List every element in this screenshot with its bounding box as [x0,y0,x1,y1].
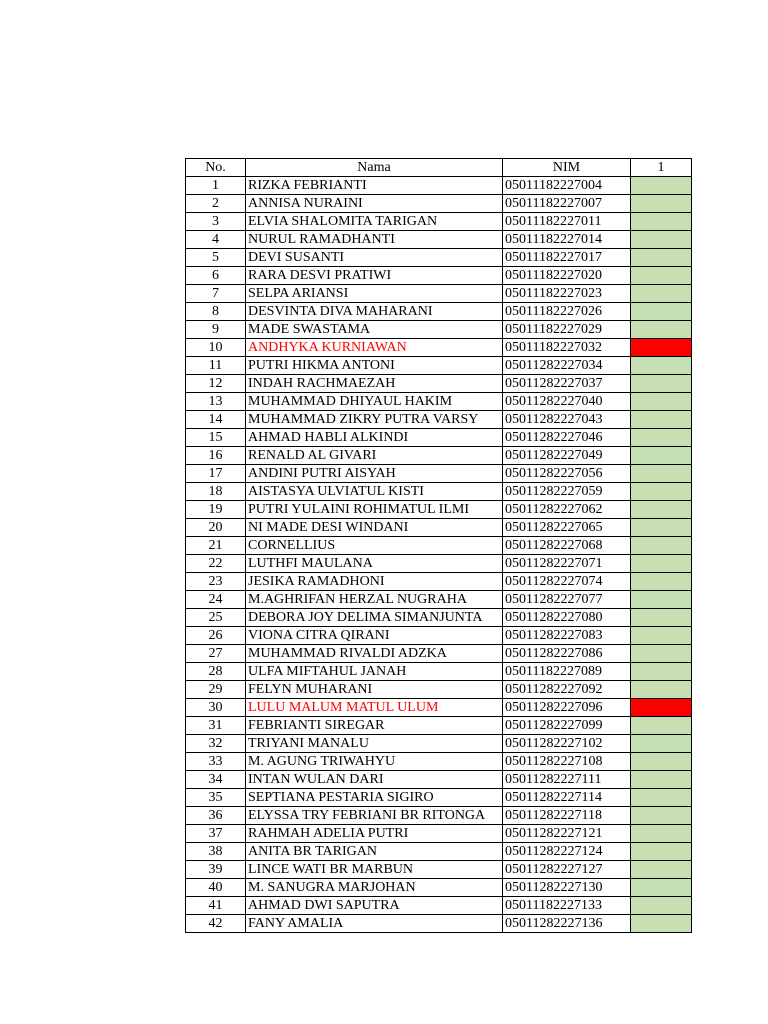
cell-nama[interactable]: MUHAMMAD DHIYAUL HAKIM [246,393,503,411]
table-row [186,393,692,411]
table-row [186,789,692,807]
table-row [186,213,692,231]
table-row [186,663,692,681]
cell-nama[interactable]: PUTRI HIKMA ANTONI [246,357,503,375]
table-row [186,285,692,303]
cell-nim[interactable]: 05011282227046 [503,429,631,447]
cell-nim[interactable]: 05011182227026 [503,303,631,321]
cell-no[interactable]: 16 [186,447,246,465]
cell-nim[interactable]: 05011182227014 [503,231,631,249]
cell-nama[interactable]: ANDINI PUTRI AISYAH [246,465,503,483]
cell-no[interactable]: 32 [186,735,246,753]
cell-no[interactable]: 2 [186,195,246,213]
cell-nim[interactable]: 05011282227083 [503,627,631,645]
cell-nama[interactable]: SEPTIANA PESTARIA SIGIRO [246,789,503,807]
header-no[interactable]: No. [186,159,246,177]
table-row [186,681,692,699]
cell-nama[interactable]: ELVIA SHALOMITA TARIGAN [246,213,503,231]
cell-no[interactable]: 17 [186,465,246,483]
cell-no[interactable]: 5 [186,249,246,267]
cell-nim[interactable]: 05011282227108 [503,753,631,771]
table-row [186,249,692,267]
table-row [186,303,692,321]
cell-nim[interactable]: 05011182227023 [503,285,631,303]
cell-nama[interactable]: FELYN MUHARANI [246,681,503,699]
cell-attendance-present[interactable] [631,663,692,681]
cell-attendance-present[interactable] [631,177,692,195]
cell-no[interactable]: 13 [186,393,246,411]
cell-nama[interactable]: MADE SWASTAMA [246,321,503,339]
cell-attendance-present[interactable] [631,753,692,771]
cell-nama[interactable]: INTAN WULAN DARI [246,771,503,789]
cell-no[interactable]: 38 [186,843,246,861]
cell-nim[interactable]: 05011282227049 [503,447,631,465]
cell-nim[interactable]: 05011182227032 [503,339,631,357]
table-row [186,501,692,519]
cell-attendance-present[interactable] [631,213,692,231]
cell-attendance-present[interactable] [631,501,692,519]
header-meeting-1[interactable]: 1 [631,159,692,177]
table-body [186,177,692,933]
cell-no[interactable]: 7 [186,285,246,303]
cell-nama[interactable]: DESVINTA DIVA MAHARANI [246,303,503,321]
cell-nama[interactable]: M. SANUGRA MARJOHAN [246,879,503,897]
table-row [186,357,692,375]
cell-nim[interactable]: 05011182227004 [503,177,631,195]
cell-nim[interactable]: 05011182227089 [503,663,631,681]
cell-nama[interactable]: M.AGHRIFAN HERZAL NUGRAHA [246,591,503,609]
table-row [186,807,692,825]
table-row [186,177,692,195]
cell-no[interactable]: 15 [186,429,246,447]
cell-no[interactable]: 9 [186,321,246,339]
cell-nim[interactable]: 05011282227096 [503,699,631,717]
cell-nim[interactable]: 05011282227114 [503,789,631,807]
table-row [186,375,692,393]
cell-nama[interactable]: RENALD AL GIVARI [246,447,503,465]
cell-no[interactable]: 22 [186,555,246,573]
cell-nama[interactable]: LINCE WATI BR MARBUN [246,861,503,879]
cell-nim[interactable]: 05011282227099 [503,717,631,735]
cell-no[interactable]: 11 [186,357,246,375]
cell-no[interactable]: 18 [186,483,246,501]
cell-no[interactable]: 31 [186,717,246,735]
cell-attendance-present[interactable] [631,807,692,825]
cell-attendance-present[interactable] [631,195,692,213]
cell-nim[interactable]: 05011282227121 [503,825,631,843]
table-row [186,429,692,447]
cell-attendance-present[interactable] [631,825,692,843]
cell-no[interactable]: 3 [186,213,246,231]
table-row [186,771,692,789]
cell-nama[interactable]: NURUL RAMADHANTI [246,231,503,249]
cell-nama[interactable]: AHMAD DWI SAPUTRA [246,897,503,915]
table-row [186,267,692,285]
cell-attendance-present[interactable] [631,249,692,267]
cell-no[interactable]: 19 [186,501,246,519]
cell-no[interactable]: 6 [186,267,246,285]
cell-nama[interactable]: SELPA ARIANSI [246,285,503,303]
cell-no[interactable]: 30 [186,699,246,717]
cell-attendance-present[interactable] [631,231,692,249]
cell-nim[interactable]: 05011282227136 [503,915,631,933]
table-row [186,447,692,465]
cell-no[interactable]: 12 [186,375,246,393]
cell-no[interactable]: 28 [186,663,246,681]
cell-nim[interactable]: 05011182227007 [503,195,631,213]
cell-no[interactable]: 27 [186,645,246,663]
table-row [186,519,692,537]
table-row [186,861,692,879]
attendance-table [185,158,692,933]
cell-nim[interactable]: 05011282227043 [503,411,631,429]
cell-nama[interactable]: MUHAMMAD ZIKRY PUTRA VARSY [246,411,503,429]
cell-no[interactable]: 23 [186,573,246,591]
table-row [186,321,692,339]
cell-nim[interactable]: 05011282227127 [503,861,631,879]
cell-no[interactable]: 33 [186,753,246,771]
cell-nim[interactable]: 05011282227071 [503,555,631,573]
cell-no[interactable]: 21 [186,537,246,555]
cell-nama[interactable]: FEBRIANTI SIREGAR [246,717,503,735]
cell-nim[interactable]: 05011282227102 [503,735,631,753]
cell-attendance-present[interactable] [631,357,692,375]
cell-nama[interactable]: ULFA MIFTAHUL JANAH [246,663,503,681]
cell-attendance-present[interactable] [631,771,692,789]
cell-nama[interactable]: ANDHYKA KURNIAWAN [246,339,503,357]
cell-no[interactable]: 37 [186,825,246,843]
cell-nama[interactable]: DEBORA JOY DELIMA SIMANJUNTA [246,609,503,627]
cell-nim[interactable]: 05011282227040 [503,393,631,411]
table-row [186,537,692,555]
table-row [186,339,692,357]
cell-nama[interactable]: RARA DESVI PRATIWI [246,267,503,285]
cell-attendance-present[interactable] [631,267,692,285]
cell-nama[interactable]: NI MADE DESI WINDANI [246,519,503,537]
cell-no[interactable]: 10 [186,339,246,357]
header-row [186,159,692,177]
cell-attendance-present[interactable] [631,627,692,645]
cell-nama[interactable]: JESIKA RAMADHONI [246,573,503,591]
table-row [186,483,692,501]
cell-nama[interactable]: M. AGUNG TRIWAHYU [246,753,503,771]
cell-attendance-present[interactable] [631,375,692,393]
cell-no[interactable]: 40 [186,879,246,897]
cell-attendance-present[interactable] [631,411,692,429]
cell-nama[interactable]: AHMAD HABLI ALKINDI [246,429,503,447]
cell-nama[interactable]: LULU MALUM MATUL ULUM [246,699,503,717]
table-row [186,609,692,627]
cell-nim[interactable]: 05011282227068 [503,537,631,555]
table-row [186,627,692,645]
cell-attendance-present[interactable] [631,915,692,933]
cell-no[interactable]: 1 [186,177,246,195]
cell-nim[interactable]: 05011282227037 [503,375,631,393]
cell-no[interactable]: 35 [186,789,246,807]
cell-nama[interactable]: VIONA CITRA QIRANI [246,627,503,645]
cell-nim[interactable]: 05011282227080 [503,609,631,627]
cell-nama[interactable]: RAHMAH ADELIA PUTRI [246,825,503,843]
cell-nim[interactable]: 05011282227111 [503,771,631,789]
cell-nama[interactable]: ANITA BR TARIGAN [246,843,503,861]
cell-nim[interactable]: 05011282227077 [503,591,631,609]
cell-attendance-present[interactable] [631,861,692,879]
cell-nim[interactable]: 05011282227065 [503,519,631,537]
header-nama[interactable]: Nama [246,159,503,177]
cell-attendance-present[interactable] [631,573,692,591]
cell-nama[interactable]: RIZKA FEBRIANTI [246,177,503,195]
cell-nim[interactable]: 05011182227017 [503,249,631,267]
cell-nama[interactable]: ELYSSA TRY FEBRIANI BR RITONGA [246,807,503,825]
table-row [186,897,692,915]
cell-no[interactable]: 25 [186,609,246,627]
table-row [186,195,692,213]
cell-attendance-absent[interactable] [631,339,692,357]
cell-attendance-present[interactable] [631,897,692,915]
cell-no[interactable]: 42 [186,915,246,933]
cell-nama[interactable]: LUTHFI MAULANA [246,555,503,573]
cell-attendance-present[interactable] [631,681,692,699]
cell-attendance-present[interactable] [631,393,692,411]
cell-nim[interactable]: 05011282227086 [503,645,631,663]
cell-no[interactable]: 29 [186,681,246,699]
cell-attendance-present[interactable] [631,879,692,897]
cell-no[interactable]: 14 [186,411,246,429]
cell-attendance-present[interactable] [631,591,692,609]
cell-attendance-present[interactable] [631,303,692,321]
cell-no[interactable]: 39 [186,861,246,879]
table-row [186,879,692,897]
cell-attendance-present[interactable] [631,735,692,753]
cell-nim[interactable]: 05011282227092 [503,681,631,699]
cell-attendance-present[interactable] [631,447,692,465]
cell-attendance-present[interactable] [631,519,692,537]
table-row [186,645,692,663]
cell-nama[interactable]: TRIYANI MANALU [246,735,503,753]
cell-nim[interactable]: 05011282227074 [503,573,631,591]
cell-attendance-present[interactable] [631,645,692,663]
cell-no[interactable]: 41 [186,897,246,915]
cell-attendance-present[interactable] [631,609,692,627]
cell-attendance-present[interactable] [631,465,692,483]
table-row [186,753,692,771]
cell-nama[interactable]: INDAH RACHMAEZAH [246,375,503,393]
table-row [186,825,692,843]
cell-attendance-present[interactable] [631,285,692,303]
cell-attendance-present[interactable] [631,321,692,339]
table-row [186,699,692,717]
cell-attendance-present[interactable] [631,555,692,573]
table-row [186,735,692,753]
cell-attendance-present[interactable] [631,429,692,447]
cell-nim[interactable]: 05011282227118 [503,807,631,825]
cell-nama[interactable]: FANY AMALIA [246,915,503,933]
table-row [186,573,692,591]
cell-nim[interactable]: 05011282227130 [503,879,631,897]
cell-nama[interactable]: DEVI SUSANTI [246,249,503,267]
cell-nim[interactable]: 05011182227133 [503,897,631,915]
cell-nim[interactable]: 05011282227124 [503,843,631,861]
cell-nama[interactable]: AISTASYA ULVIATUL KISTI [246,483,503,501]
cell-no[interactable]: 26 [186,627,246,645]
cell-no[interactable]: 24 [186,591,246,609]
cell-nama[interactable]: ANNISA NURAINI [246,195,503,213]
table-row [186,717,692,735]
cell-attendance-absent[interactable] [631,699,692,717]
cell-attendance-present[interactable] [631,537,692,555]
cell-no[interactable]: 8 [186,303,246,321]
table-row [186,843,692,861]
cell-nim[interactable]: 05011182227020 [503,267,631,285]
header-nim[interactable]: NIM [503,159,631,177]
cell-nama[interactable]: MUHAMMAD RIVALDI ADZKA [246,645,503,663]
cell-no[interactable]: 4 [186,231,246,249]
cell-nama[interactable]: PUTRI YULAINI ROHIMATUL ILMI [246,501,503,519]
table-row [186,915,692,933]
table-row [186,465,692,483]
cell-no[interactable]: 36 [186,807,246,825]
cell-nim[interactable]: 05011182227011 [503,213,631,231]
cell-nim[interactable]: 05011282227056 [503,465,631,483]
table-row [186,591,692,609]
cell-attendance-present[interactable] [631,789,692,807]
table-row [186,555,692,573]
cell-nim[interactable]: 05011282227062 [503,501,631,519]
cell-nama[interactable]: CORNELLIUS [246,537,503,555]
cell-nim[interactable]: 05011282227034 [503,357,631,375]
cell-attendance-present[interactable] [631,483,692,501]
cell-no[interactable]: 20 [186,519,246,537]
cell-attendance-present[interactable] [631,717,692,735]
table-row [186,411,692,429]
cell-attendance-present[interactable] [631,843,692,861]
cell-nim[interactable]: 05011182227029 [503,321,631,339]
cell-nim[interactable]: 05011282227059 [503,483,631,501]
cell-no[interactable]: 34 [186,771,246,789]
table-row [186,231,692,249]
